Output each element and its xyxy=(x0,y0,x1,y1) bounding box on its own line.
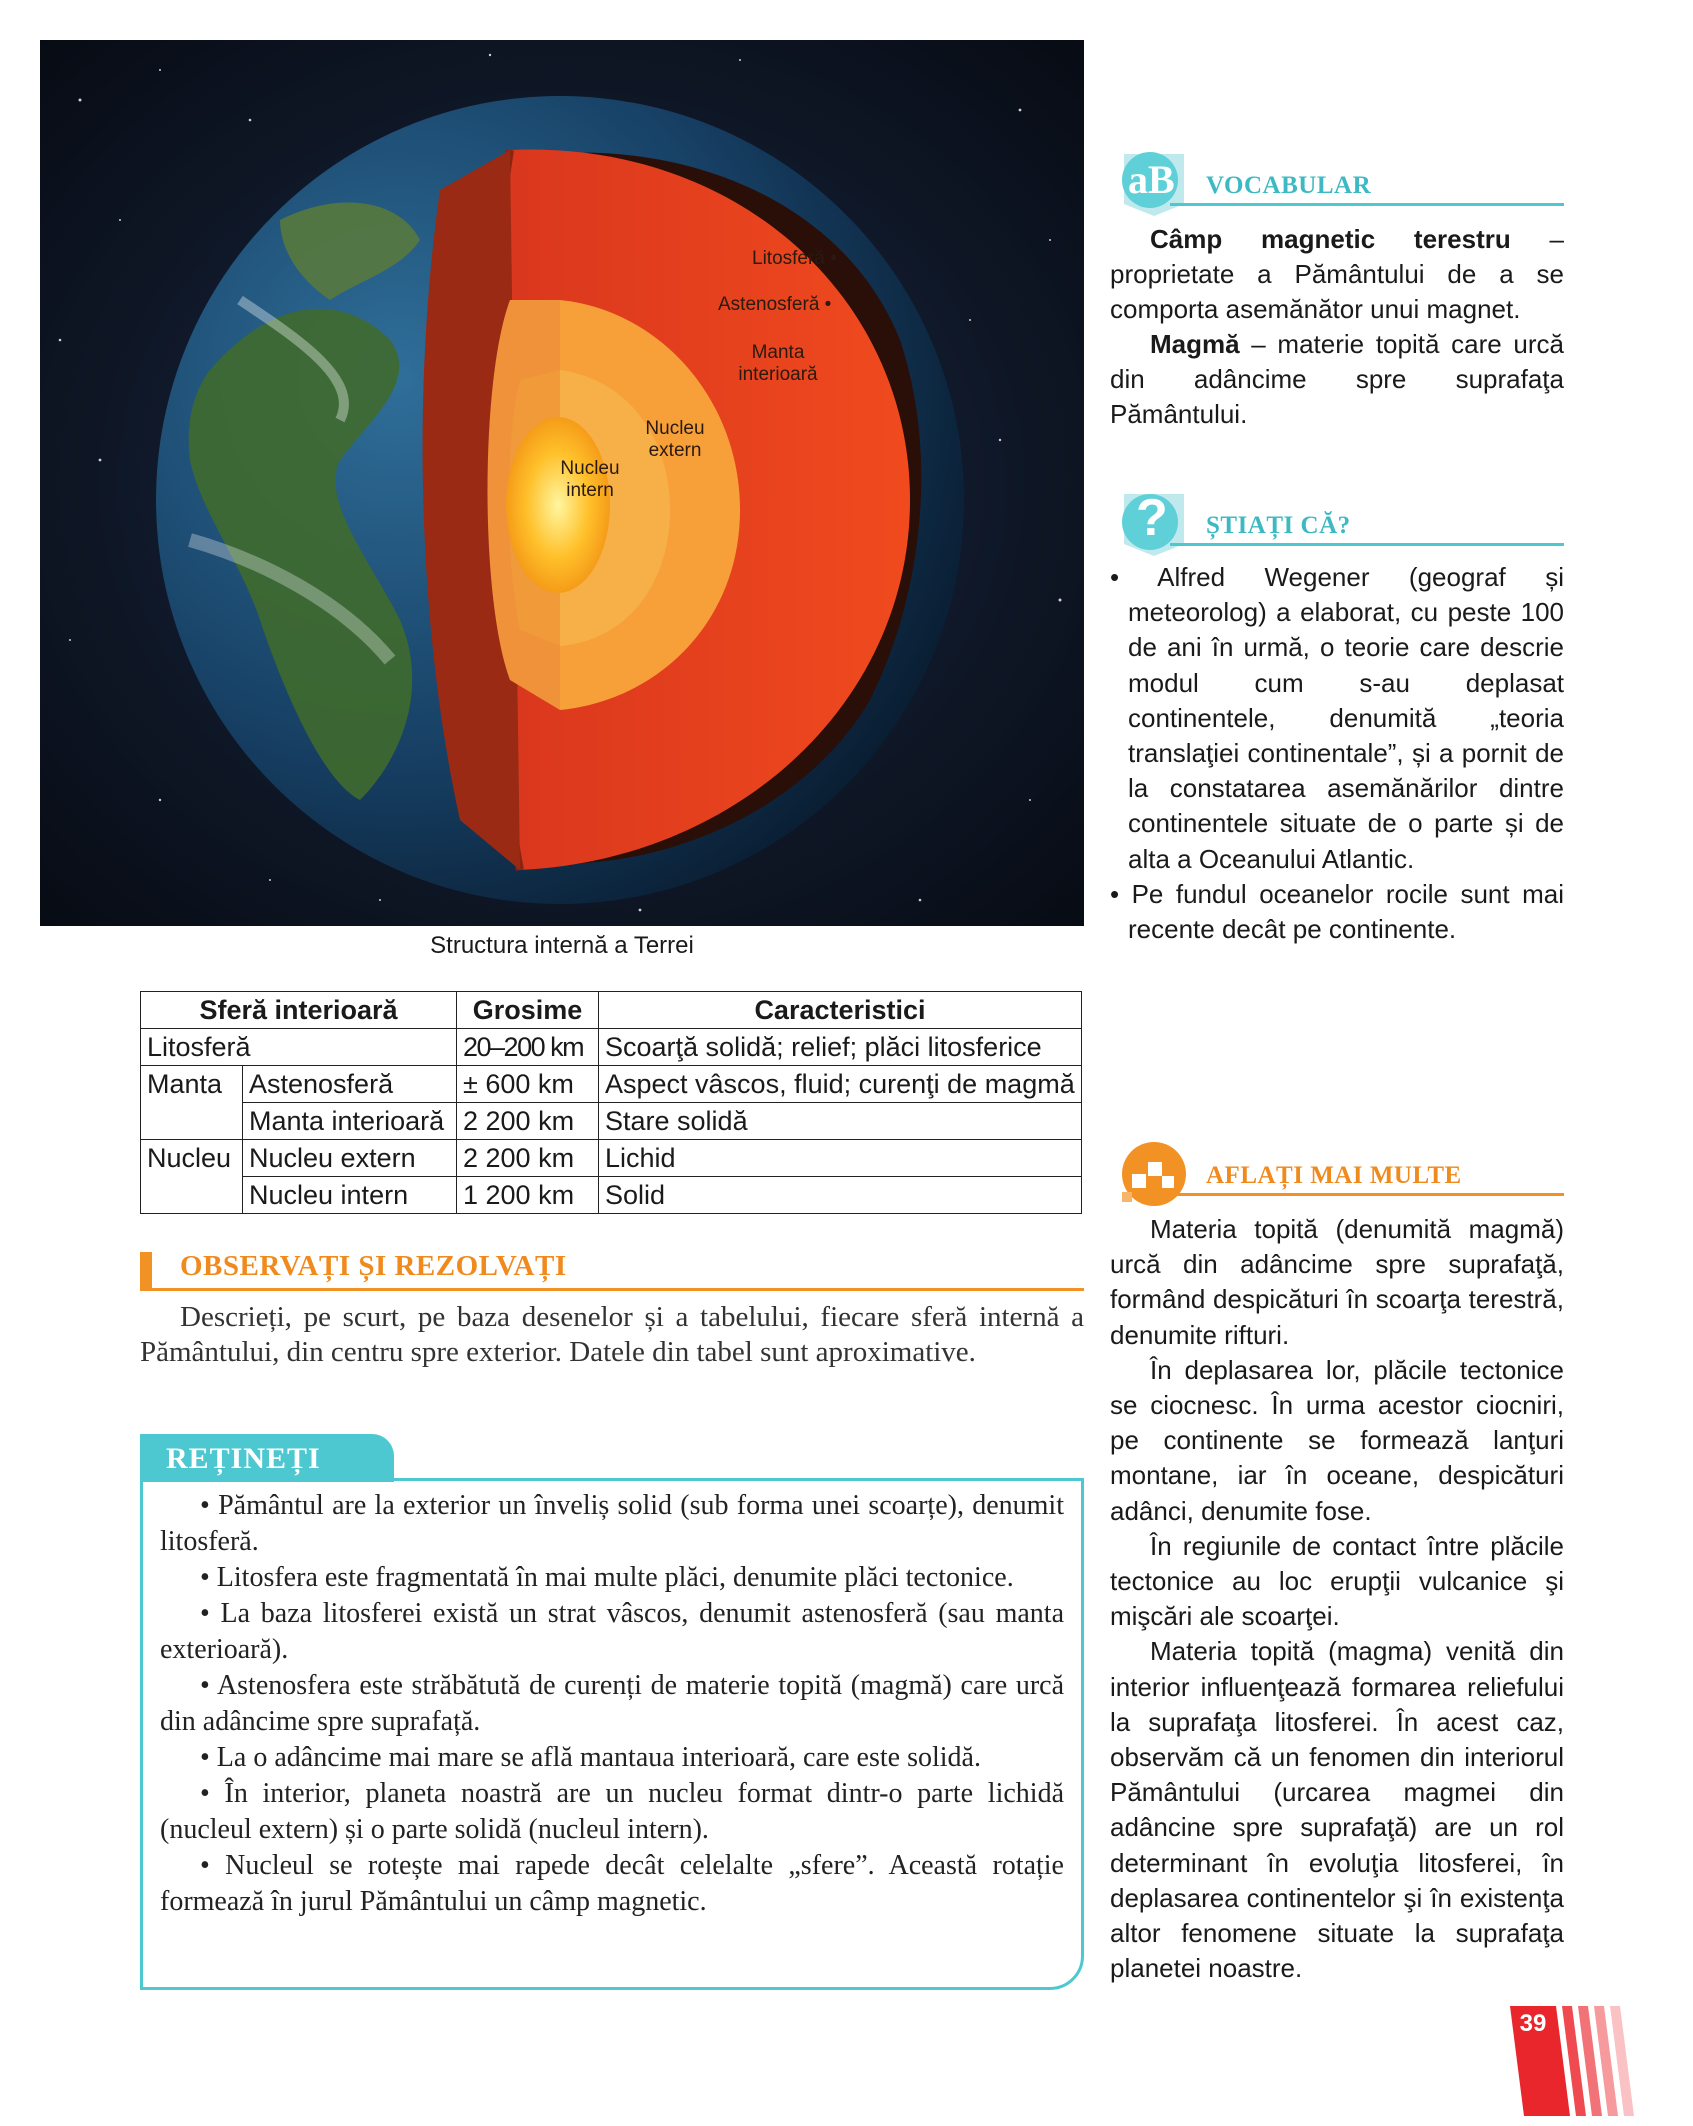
cell-caracteristici: Stare solidă xyxy=(599,1103,1082,1140)
cell-name: Nucleu intern xyxy=(243,1177,457,1214)
cell-group-empty xyxy=(141,1103,243,1140)
observati-text: Descrieți, pe scurt, pe baza desenelor și a tabelului, fiecare sferă internă a Pământului, din centru spre exterior. Datele din tabel sunt aproximative. xyxy=(140,1301,1084,1368)
cell-name: Astenosferă xyxy=(243,1066,457,1103)
list-item: • În interior, planeta noastră are un nucleu format dintr-o parte lichidă (nucleul extern) și o parte solidă (nucleul intern). xyxy=(160,1778,1064,1845)
cell-name: Nucleu extern xyxy=(243,1140,457,1177)
table-header-row xyxy=(141,992,1082,1029)
label-nucleu-extern: Nucleu extern xyxy=(645,418,705,461)
vocabular-term: Câmp magnetic terestru xyxy=(1150,224,1511,254)
stiati-body xyxy=(1110,560,1564,947)
cell-name: Manta interioară xyxy=(243,1103,457,1140)
label-astenosfera: Astenosferă • xyxy=(718,294,832,315)
vocabular-title: VOCABULAR xyxy=(1206,172,1372,199)
vocabular-entry xyxy=(1110,222,1564,327)
cell-caracteristici: Solid xyxy=(599,1177,1082,1214)
observati-bar xyxy=(140,1252,152,1288)
observati-header xyxy=(140,1248,1084,1291)
cell-grosime: 2 200 km xyxy=(457,1140,599,1177)
observati-title: OBSERVAȚI ȘI REZOLVAȚI xyxy=(180,1250,567,1282)
cell-group-empty xyxy=(141,1177,243,1214)
table-row xyxy=(141,1103,1082,1140)
aflati-body xyxy=(1110,1212,1564,1986)
earth-structure-illustration xyxy=(40,40,1084,926)
figure-caption: Structura internă a Terrei xyxy=(430,932,694,959)
cell-grosime: 2 200 km xyxy=(457,1103,599,1140)
vocabular-entry xyxy=(1110,327,1564,432)
retineti-tab xyxy=(140,1434,394,1482)
vocabulary-icon-text: aB xyxy=(1128,157,1175,202)
vocabular-definition: – materie topită care urcă din adâncime spre suprafaţa Pământului. xyxy=(1110,329,1564,429)
cell-grosime: 1 200 km xyxy=(457,1177,599,1214)
list-item: • Pământul are la exterior un înveliș solid (sub forma unei scoarțe), denumit litosferă. xyxy=(160,1490,1064,1557)
header-caracteristici: Caracteristici xyxy=(599,992,1082,1029)
list-item: • Alfred Wegener (geograf și meteorolog) a elaborat, cu peste 100 de ani în urmă, o teorie care descrie modul cum s-au deplasat continentele, denumită „teoria translaţiei continentale”, și a pornit de la constatarea asemănărilor dintre continentele situate de o parte și de alta a Oceanului Atlantic. xyxy=(1110,562,1564,874)
aflati-paragraph: Materia topită (denumită magmă) urcă din adâncime spre suprafaţă, formând despicături în scoarţa terestră, denumite rifturi. xyxy=(1110,1214,1564,1350)
stiati-header xyxy=(1110,480,1564,560)
table-row xyxy=(141,1177,1082,1214)
list-item: • Nucleul se rotește mai rapede decât celelalte „sfere”. Această rotație formează în jurul Pământului un câmp magnetic. xyxy=(160,1850,1064,1917)
cell-caracteristici: Scoarţă solidă; relief; plăci litosferice xyxy=(599,1029,1082,1066)
label-litosfera: Litosferă • xyxy=(752,248,837,269)
structure-table xyxy=(140,991,1082,1214)
cell-grosime: ± 600 km xyxy=(457,1066,599,1103)
label-nucleu-intern: Nucleu intern xyxy=(560,458,620,501)
list-item: • La o adâncime mai mare se află mantaua interioară, care este solidă. xyxy=(200,1742,981,1773)
question-icon-text: ? xyxy=(1136,489,1168,547)
cell-grosime: 20–200 km xyxy=(457,1029,599,1066)
cell-name: Litosferă xyxy=(141,1029,457,1066)
list-item: • Litosfera este fragmentată în mai multe plăci, denumite plăci tectonice. xyxy=(200,1562,1014,1593)
cell-group: Manta xyxy=(141,1066,243,1103)
list-item: • Astenosfera este străbătută de curenți de materie topită (magmă) care urcă din adâncime spre suprafață. xyxy=(160,1670,1064,1737)
page-number-block xyxy=(1510,2006,1640,2116)
table-row xyxy=(141,1140,1082,1177)
puzzle-icon xyxy=(1114,1134,1194,1219)
stiati-title: ȘTIAȚI CĂ? xyxy=(1206,512,1351,539)
list-item: • Pe fundul oceanelor rocile sunt mai recente decât pe continente. xyxy=(1110,878,1564,945)
cell-group: Nucleu xyxy=(141,1140,243,1177)
stiati-line xyxy=(1170,543,1564,546)
aflati-title: AFLAȚI MAI MULTE xyxy=(1206,1162,1462,1189)
header-sfera: Sferă interioară xyxy=(141,992,457,1029)
aflati-header xyxy=(1110,1130,1564,1210)
retineti-list xyxy=(160,1488,1064,1920)
aflati-paragraph: În regiunile de contact între plăcile tectonice au loc erupţii vulcanice şi mişcări ale scoarţei. xyxy=(1110,1530,1564,1632)
vocabular-line xyxy=(1170,203,1564,206)
vocabular-body xyxy=(1110,222,1564,432)
vocabular-header xyxy=(1110,140,1564,220)
vocabular-term: Magmă xyxy=(1150,329,1240,359)
label-manta-interioara: Manta interioară xyxy=(738,342,818,385)
cell-caracteristici: Aspect vâscos, fluid; curenţi de magmă xyxy=(599,1066,1082,1103)
aflati-paragraph: În deplasarea lor, plăcile tectonice se ciocnesc. În urma acestor ciocniri, pe continente se formează lanţuri montane, iar în oceane, despicături adânci, denumite fose. xyxy=(1110,1354,1564,1526)
page-number: 39 xyxy=(1519,2010,1547,2037)
aflati-line xyxy=(1170,1193,1564,1196)
aflati-paragraph: Materia topită (magma) venită din interior influenţează formarea reliefului la suprafaţa litosferei. În acest caz, observăm că un fenomen din interiorul Pământului (urcarea magmei din adâncine spre suprafaţă) are un rol determinant în evoluţia litosferei, în deplasarea continentelor şi în existenţa altor fenomene situate la suprafaţa planetei noastre. xyxy=(1110,1636,1564,1984)
table-row xyxy=(141,1066,1082,1103)
list-item: • La baza litosferei există un strat vâscos, denumit astenosferă (sau manta exterioară). xyxy=(160,1598,1064,1665)
retineti-title: REȚINEȚI xyxy=(166,1442,321,1475)
table-row xyxy=(141,1029,1082,1066)
cell-caracteristici: Lichid xyxy=(599,1140,1082,1177)
header-grosime: Grosime xyxy=(457,992,599,1029)
vocabular-definition: – proprietate a Pământului de a se comporta asemănător unui magnet. xyxy=(1110,224,1564,324)
